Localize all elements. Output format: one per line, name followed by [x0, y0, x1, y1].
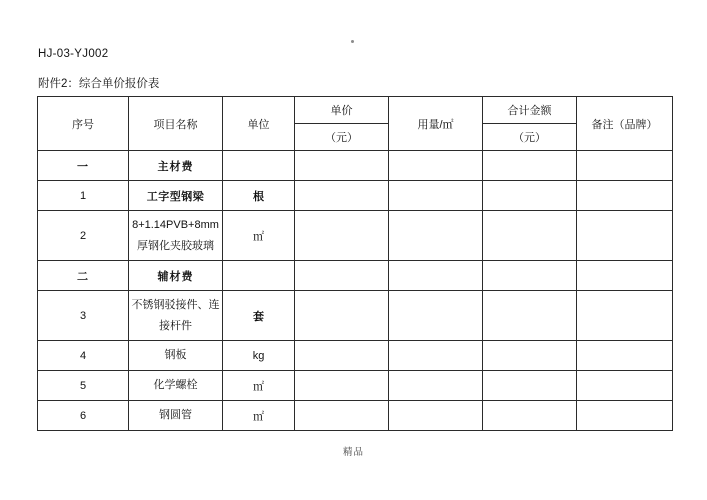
row-unit-price[interactable] [295, 261, 389, 291]
header-quantity: 用量/㎡ [389, 97, 483, 151]
row-unit-price[interactable] [295, 151, 389, 181]
row-total[interactable] [483, 341, 577, 371]
row-item-name-line2: 厚钢化夹胶玻璃 [137, 239, 214, 252]
row-seq: 6 [38, 401, 129, 431]
row-unit[interactable] [223, 261, 295, 291]
row-unit-price[interactable] [295, 181, 389, 211]
row-item-name-line1: 不锈钢驳接件、连 [131, 298, 220, 311]
row-seq: 4 [38, 341, 129, 371]
table-row [38, 181, 673, 211]
page-footer-note: 精品 [342, 447, 364, 458]
row-total[interactable] [483, 371, 577, 401]
table-header-row [38, 97, 673, 124]
row-unit-price[interactable] [295, 291, 389, 341]
row-seq: 2 [38, 211, 129, 261]
header-unit-price: 单价 [295, 97, 389, 124]
row-remark[interactable] [577, 211, 673, 261]
row-quantity[interactable] [389, 151, 483, 181]
header-remark: 备注（品牌） [577, 97, 673, 151]
row-unit-price[interactable] [295, 341, 389, 371]
row-quantity[interactable] [389, 211, 483, 261]
row-total[interactable] [483, 261, 577, 291]
table-row [38, 341, 673, 371]
header-seq: 序号 [38, 97, 129, 151]
table-row [38, 151, 673, 181]
table-row [38, 211, 673, 261]
row-seq: 一 [38, 151, 129, 181]
row-unit[interactable]: ㎡ [223, 211, 295, 261]
document-subtitle: 附件2：综合单价报价表 [38, 78, 160, 90]
row-seq: 二 [38, 261, 129, 291]
comprehensive-price-table [37, 96, 673, 431]
header-unit: 单位 [223, 97, 295, 151]
row-total[interactable] [483, 291, 577, 341]
header-unit-price-currency: （元） [295, 124, 389, 151]
row-unit[interactable]: kg [223, 341, 295, 371]
row-unit-price[interactable] [295, 401, 389, 431]
table-row [38, 401, 673, 431]
row-item-name: 工字型钢梁 [129, 181, 223, 211]
row-item-name [129, 291, 223, 341]
row-remark[interactable] [577, 151, 673, 181]
table-row [38, 261, 673, 291]
row-remark[interactable] [577, 261, 673, 291]
row-quantity[interactable] [389, 181, 483, 211]
row-seq: 1 [38, 181, 129, 211]
row-quantity[interactable] [389, 401, 483, 431]
row-total[interactable] [483, 401, 577, 431]
row-unit-price[interactable] [295, 211, 389, 261]
row-quantity[interactable] [389, 291, 483, 341]
row-remark[interactable] [577, 401, 673, 431]
row-quantity[interactable] [389, 341, 483, 371]
row-item-name-line2: 接杆件 [159, 319, 192, 332]
row-item-name [129, 211, 223, 261]
row-total[interactable] [483, 211, 577, 261]
row-item-name-line1: 8+1.14PVB+8mm [132, 218, 219, 231]
row-remark[interactable] [577, 341, 673, 371]
row-quantity[interactable] [389, 371, 483, 401]
row-seq: 5 [38, 371, 129, 401]
header-item-name: 项目名称 [129, 97, 223, 151]
row-unit[interactable]: ㎡ [223, 371, 295, 401]
row-item-name: 钢圆管 [129, 401, 223, 431]
row-seq: 3 [38, 291, 129, 341]
page-center-dot [351, 40, 354, 43]
row-unit[interactable]: 套 [223, 291, 295, 341]
row-item-name: 主材费 [129, 151, 223, 181]
row-total[interactable] [483, 151, 577, 181]
row-item-name: 钢板 [129, 341, 223, 371]
row-unit[interactable] [223, 151, 295, 181]
row-item-name: 辅材费 [129, 261, 223, 291]
row-remark[interactable] [577, 181, 673, 211]
row-unit-price[interactable] [295, 371, 389, 401]
row-quantity[interactable] [389, 261, 483, 291]
row-remark[interactable] [577, 291, 673, 341]
row-unit[interactable]: 根 [223, 181, 295, 211]
header-total-amount-currency: （元） [483, 124, 577, 151]
header-total-amount: 合计金额 [483, 97, 577, 124]
row-unit[interactable]: ㎡ [223, 401, 295, 431]
document-code: HJ-03-YJ002 [38, 48, 109, 60]
row-item-name: 化学螺栓 [129, 371, 223, 401]
table-row [38, 371, 673, 401]
table-row [38, 291, 673, 341]
row-total[interactable] [483, 181, 577, 211]
row-remark[interactable] [577, 371, 673, 401]
